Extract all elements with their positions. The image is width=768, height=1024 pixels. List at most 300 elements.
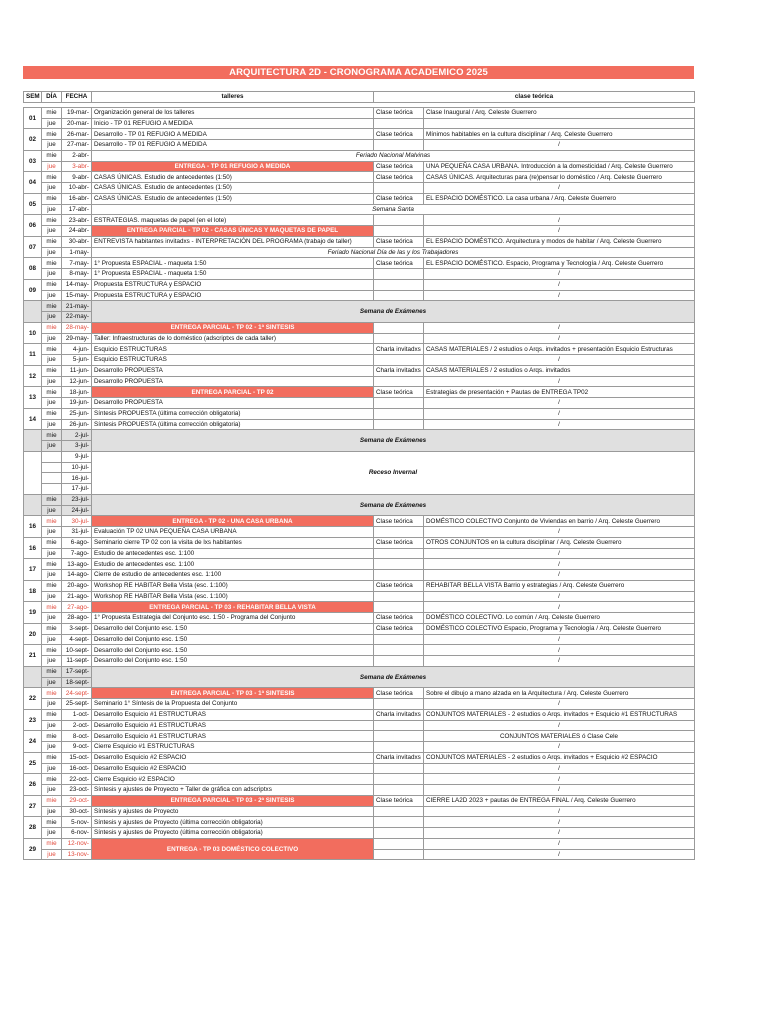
- day-cell: jue: [42, 183, 62, 194]
- table-row: [24, 516, 695, 527]
- day-cell: mie: [42, 580, 62, 591]
- day-cell: mie: [42, 688, 62, 699]
- exam-week-label: Semana de Exámenes: [92, 666, 695, 688]
- lecture-cell: EL ESPACIO DOMÉSTICO. Arquitectura y modos de habitar / Arq. Celeste Guerrero: [424, 236, 695, 247]
- week-cell: 23: [24, 709, 42, 731]
- date-cell: 19-jun-: [62, 398, 92, 409]
- date-cell: 9-jul-: [62, 451, 92, 462]
- lecture-type-cell: [374, 183, 424, 194]
- exam-week-label: Semana de Exámenes: [92, 494, 695, 516]
- day-cell: jue: [42, 591, 62, 602]
- date-cell: 6-nov-: [62, 828, 92, 839]
- table-row: [24, 806, 695, 817]
- taller-cell: Workshop RE HABITAR Bella Vista (esc. 1:100): [92, 580, 374, 591]
- table-row: [24, 666, 695, 677]
- lecture-cell: /: [424, 634, 695, 645]
- date-cell: 17-abr-: [62, 204, 92, 215]
- date-cell: 10-sept-: [62, 645, 92, 656]
- table-row: [24, 161, 695, 172]
- lecture-cell: CONJUNTOS MATERIALES - 2 estudios o Arqs. invitados + Esquicio #2 ESPACIO: [424, 752, 695, 763]
- table-row: [24, 623, 695, 634]
- date-cell: 8-oct-: [62, 731, 92, 742]
- lecture-cell: OTROS CONJUNTOS en la cultura disciplinar / Arq. Celeste Guerrero: [424, 537, 695, 548]
- table-row: [24, 548, 695, 559]
- table-row: [24, 408, 695, 419]
- taller-cell: Desarrollo del Conjunto esc. 1:50: [92, 645, 374, 656]
- lecture-type-cell: [374, 333, 424, 344]
- lecture-type-cell: [374, 355, 424, 366]
- table-row: [24, 709, 695, 720]
- date-cell: 28-may-: [62, 322, 92, 333]
- date-cell: 12-jun-: [62, 376, 92, 387]
- lecture-cell: /: [424, 527, 695, 538]
- lecture-type-cell: [374, 419, 424, 430]
- week-cell: 22: [24, 688, 42, 710]
- table-row: [24, 537, 695, 548]
- day-cell: jue: [42, 398, 62, 409]
- table-row: [24, 742, 695, 753]
- table-row: [24, 817, 695, 828]
- lecture-type-cell: [374, 269, 424, 280]
- lecture-cell: /: [424, 215, 695, 226]
- table-row: [24, 613, 695, 624]
- lecture-cell: /: [424, 226, 695, 237]
- table-row: [24, 376, 695, 387]
- taller-cell: Cierre de estudio de antecedentes esc. 1:100: [92, 570, 374, 581]
- table-row: [24, 795, 695, 806]
- taller-cell: Estudio de antecedentes esc. 1:100: [92, 559, 374, 570]
- week-cell: 09: [24, 279, 42, 301]
- table-row: [24, 688, 695, 699]
- table-row: [24, 763, 695, 774]
- table-row: [24, 602, 695, 613]
- table-row: [24, 172, 695, 183]
- day-cell: mie: [42, 236, 62, 247]
- date-cell: 6-ago-: [62, 537, 92, 548]
- table-row: [24, 720, 695, 731]
- date-cell: 16-oct-: [62, 763, 92, 774]
- lecture-cell: /: [424, 838, 695, 849]
- taller-cell: Desarrollo del Conjunto esc. 1:50: [92, 656, 374, 667]
- day-cell: mie: [42, 709, 62, 720]
- date-cell: 23-jul-: [62, 494, 92, 505]
- day-cell: jue: [42, 204, 62, 215]
- week-cell: 18: [24, 580, 42, 602]
- taller-cell: Inicio - TP 01 REFUGIO A MEDIDA: [92, 118, 374, 129]
- date-cell: 21-ago-: [62, 591, 92, 602]
- day-cell: mie: [42, 365, 62, 376]
- lecture-cell: /: [424, 140, 695, 151]
- table-row: [24, 344, 695, 355]
- lecture-cell: /: [424, 269, 695, 280]
- lecture-type-cell: [374, 215, 424, 226]
- day-cell: jue: [42, 505, 62, 516]
- table-row: [24, 774, 695, 785]
- lecture-type-cell: [374, 838, 424, 849]
- lecture-type-cell: [374, 785, 424, 796]
- taller-cell: Síntesis PROPUESTA (última corrección obligatoria): [92, 419, 374, 430]
- date-cell: 30-abr-: [62, 236, 92, 247]
- day-cell: mie: [42, 602, 62, 613]
- taller-cell: Desarrollo Esquicio #2 ESPACIO: [92, 752, 374, 763]
- lecture-cell: /: [424, 742, 695, 753]
- day-cell: jue: [42, 677, 62, 688]
- date-cell: 5-jun-: [62, 355, 92, 366]
- header-sem: SEM: [24, 92, 42, 103]
- lecture-type-cell: Clase teórica: [374, 623, 424, 634]
- lecture-cell: CASAS MATERIALES / 2 estudios o Arqs. invitados: [424, 365, 695, 376]
- taller-cell: Desarrollo Esquicio #2 ESPACIO: [92, 763, 374, 774]
- day-cell: jue: [42, 570, 62, 581]
- table-row: [24, 494, 695, 505]
- date-cell: 24-sept-: [62, 688, 92, 699]
- week-cell: 19: [24, 602, 42, 624]
- lecture-cell: /: [424, 279, 695, 290]
- taller-cell: Desarrollo Esquicio #1 ESTRUCTURAS: [92, 731, 374, 742]
- day-cell: mie: [42, 344, 62, 355]
- date-cell: 10-abr-: [62, 183, 92, 194]
- lecture-type-cell: Charla invitadxs: [374, 344, 424, 355]
- table-row: [24, 387, 695, 398]
- date-cell: 2-oct-: [62, 720, 92, 731]
- date-cell: 16-jul-: [62, 473, 92, 484]
- day-cell: jue: [42, 828, 62, 839]
- holiday-cell: Semana Santa: [92, 204, 695, 215]
- day-cell: jue: [42, 699, 62, 710]
- taller-cell: Desarrollo - TP 01 REFUGIO A MEDIDA: [92, 129, 374, 140]
- week-cell: [24, 430, 42, 452]
- week-cell: [24, 666, 42, 688]
- taller-cell: ENTREGA - TP 01 REFUGIO A MEDIDA: [92, 161, 374, 172]
- day-cell: mie: [42, 516, 62, 527]
- lecture-type-cell: [374, 645, 424, 656]
- lecture-cell: DOMÉSTICO COLECTIVO. Lo común / Arq. Celeste Guerrero: [424, 613, 695, 624]
- exam-week-label: Semana de Exámenes: [92, 301, 695, 323]
- day-cell: jue: [42, 118, 62, 129]
- day-cell: jue: [42, 742, 62, 753]
- lecture-type-cell: Clase teórica: [374, 688, 424, 699]
- date-cell: 9-abr-: [62, 172, 92, 183]
- date-cell: 24-jul-: [62, 505, 92, 516]
- date-cell: 13-ago-: [62, 559, 92, 570]
- lecture-cell: Clase Inaugural / Arq. Celeste Guerrero: [424, 107, 695, 118]
- taller-cell: ENTREVISTA habitantes invitadxs - INTERPRETACIÓN DEL PROGRAMA (trabajo de taller): [92, 236, 374, 247]
- lecture-type-cell: [374, 828, 424, 839]
- day-cell: mie: [42, 494, 62, 505]
- week-cell: 08: [24, 258, 42, 280]
- day-cell: jue: [42, 312, 62, 323]
- date-cell: 10-jul-: [62, 462, 92, 473]
- taller-cell: Propuesta ESTRUCTURA y ESPACIO: [92, 279, 374, 290]
- taller-cell: Síntesis y ajustes de Proyecto (última corrección obligatoria): [92, 828, 374, 839]
- lecture-cell: /: [424, 645, 695, 656]
- lecture-cell: /: [424, 355, 695, 366]
- table-row: [24, 333, 695, 344]
- date-cell: 12-nov-: [62, 838, 92, 849]
- lecture-type-cell: [374, 731, 424, 742]
- day-cell: mie: [42, 215, 62, 226]
- lecture-cell: Mínimos habitables en la cultura disciplinar / Arq. Celeste Guerrero: [424, 129, 695, 140]
- date-cell: 2-jul-: [62, 430, 92, 441]
- date-cell: 11-jun-: [62, 365, 92, 376]
- day-cell: jue: [42, 720, 62, 731]
- lecture-type-cell: [374, 849, 424, 860]
- date-cell: 2-abr-: [62, 150, 92, 161]
- date-cell: 22-may-: [62, 312, 92, 323]
- taller-cell: Desarrollo del Conjunto esc. 1:50: [92, 634, 374, 645]
- day-cell: jue: [42, 634, 62, 645]
- taller-cell: Desarrollo PROPUESTA: [92, 398, 374, 409]
- lecture-type-cell: [374, 376, 424, 387]
- lecture-cell: /: [424, 322, 695, 333]
- day-cell: mie: [42, 258, 62, 269]
- date-cell: 13-nov-: [62, 849, 92, 860]
- table-row: [24, 838, 695, 849]
- day-cell: jue: [42, 419, 62, 430]
- lecture-cell: /: [424, 591, 695, 602]
- day-cell: jue: [42, 527, 62, 538]
- table-row: [24, 140, 695, 151]
- week-cell: 13: [24, 387, 42, 409]
- week-cell: 04: [24, 172, 42, 194]
- lecture-type-cell: Clase teórica: [374, 613, 424, 624]
- day-cell: mie: [42, 817, 62, 828]
- date-cell: 29-may-: [62, 333, 92, 344]
- day-cell: jue: [42, 806, 62, 817]
- lecture-type-cell: Charla invitadxs: [374, 365, 424, 376]
- lecture-cell: /: [424, 849, 695, 860]
- day-cell: mie: [42, 150, 62, 161]
- table-row: [24, 591, 695, 602]
- day-cell: mie: [42, 666, 62, 677]
- lecture-type-cell: [374, 548, 424, 559]
- table-row: [24, 215, 695, 226]
- table-row: [24, 258, 695, 269]
- taller-cell: Esquicio ESTRUCTURAS: [92, 355, 374, 366]
- lecture-type-cell: Clase teórica: [374, 107, 424, 118]
- week-cell: 20: [24, 623, 42, 645]
- day-cell: mie: [42, 387, 62, 398]
- lecture-cell: /: [424, 559, 695, 570]
- lecture-type-cell: [374, 290, 424, 301]
- lecture-type-cell: Clase teórica: [374, 161, 424, 172]
- taller-cell: ENTREGA - TP 02 - UNA CASA URBANA: [92, 516, 374, 527]
- date-cell: 14-may-: [62, 279, 92, 290]
- header-fecha: FECHA: [62, 92, 92, 103]
- date-cell: 20-mar-: [62, 118, 92, 129]
- taller-cell: 1° Propuesta Estrategia del Conjunto esc. 1:50 - Programa del Conjunto: [92, 613, 374, 624]
- lecture-cell: /: [424, 602, 695, 613]
- taller-cell: Seminario 1° Síntesis de la Propuesta del Conjunto: [92, 699, 374, 710]
- taller-cell: ENTREGA PARCIAL - TP 02 - 1ª SINTESIS: [92, 322, 374, 333]
- table-row: [24, 365, 695, 376]
- table-row: [24, 129, 695, 140]
- lecture-type-cell: [374, 279, 424, 290]
- day-cell: jue: [42, 290, 62, 301]
- lecture-type-cell: [374, 699, 424, 710]
- day-cell: jue: [42, 548, 62, 559]
- date-cell: 1-oct-: [62, 709, 92, 720]
- date-cell: 31-jul-: [62, 527, 92, 538]
- lecture-type-cell: [374, 806, 424, 817]
- lecture-type-cell: [374, 140, 424, 151]
- table-row: [24, 656, 695, 667]
- exam-week-label: Semana de Exámenes: [92, 430, 695, 452]
- lecture-type-cell: [374, 226, 424, 237]
- lecture-cell: REHABITAR BELLA VISTA Barrio y estrategias / Arq. Celeste Guerrero: [424, 580, 695, 591]
- lecture-cell: /: [424, 570, 695, 581]
- lecture-type-cell: [374, 118, 424, 129]
- date-cell: 25-sept-: [62, 699, 92, 710]
- lecture-cell: CONJUNTOS MATERIALES ó Clase Cele: [424, 731, 695, 742]
- date-cell: 7-may-: [62, 258, 92, 269]
- week-cell: 02: [24, 129, 42, 151]
- table-row: [24, 451, 695, 462]
- lecture-type-cell: Clase teórica: [374, 193, 424, 204]
- date-cell: 29-oct-: [62, 795, 92, 806]
- recess-label: Receso Invernal: [92, 451, 695, 494]
- day-cell: mie: [42, 301, 62, 312]
- table-row: [24, 731, 695, 742]
- day-cell: jue: [42, 226, 62, 237]
- table-row: [24, 430, 695, 441]
- schedule-body: [24, 107, 695, 860]
- table-row: [24, 752, 695, 763]
- lecture-cell: CONJUNTOS MATERIALES - 2 estudios o Arqs. invitados + Esquicio #1 ESTRUCTURAS: [424, 709, 695, 720]
- lecture-type-cell: [374, 656, 424, 667]
- date-cell: 1-may-: [62, 247, 92, 258]
- taller-cell: Síntesis y ajustes de Proyecto + Taller de gráfica con adscriptxs: [92, 785, 374, 796]
- lecture-type-cell: [374, 322, 424, 333]
- day-cell: jue: [42, 247, 62, 258]
- lecture-cell: /: [424, 774, 695, 785]
- taller-cell: Propuesta ESTRUCTURA y ESPACIO: [92, 290, 374, 301]
- lecture-cell: /: [424, 720, 695, 731]
- taller-cell: Síntesis PROPUESTA (última corrección obligatoria): [92, 408, 374, 419]
- date-cell: 3-sept-: [62, 623, 92, 634]
- lecture-type-cell: [374, 570, 424, 581]
- lecture-cell: /: [424, 408, 695, 419]
- day-cell: jue: [42, 656, 62, 667]
- table-row: [24, 247, 695, 258]
- lecture-cell: /: [424, 817, 695, 828]
- taller-cell: Seminario cierre TP 02 con la visita de lxs habitantes: [92, 537, 374, 548]
- lecture-type-cell: [374, 398, 424, 409]
- date-cell: 11-sept-: [62, 656, 92, 667]
- day-cell: [42, 451, 62, 462]
- day-cell: jue: [42, 355, 62, 366]
- table-row: [24, 527, 695, 538]
- lecture-cell: DOMÉSTICO COLECTIVO Conjunto de Viviendas en barrio / Arq. Celeste Guerrero: [424, 516, 695, 527]
- day-cell: jue: [42, 161, 62, 172]
- week-cell: 11: [24, 344, 42, 366]
- taller-cell: Desarrollo - TP 01 REFUGIO A MEDIDA: [92, 140, 374, 151]
- taller-cell: Taller: Infraestructuras de lo doméstico (adscriptxs de cada taller): [92, 333, 374, 344]
- date-cell: 23-abr-: [62, 215, 92, 226]
- day-cell: [42, 484, 62, 495]
- taller-cell: Estudio de antecedentes esc. 1:100: [92, 548, 374, 559]
- week-cell: 05: [24, 193, 42, 215]
- table-row: [24, 355, 695, 366]
- taller-cell: Síntesis y ajustes de Proyecto (última corrección obligatoria): [92, 817, 374, 828]
- table-row: [24, 419, 695, 430]
- lecture-cell: EL ESPACIO DOMÉSTICO. Espacio, Programa y Tecnología / Arq. Celeste Guerrero: [424, 258, 695, 269]
- lecture-cell: CASAS ÚNICAS. Arquitecturas para (re)pensar lo doméstico / Arq. Celeste Guerrero: [424, 172, 695, 183]
- date-cell: 25-jun-: [62, 408, 92, 419]
- day-cell: jue: [42, 849, 62, 860]
- day-cell: jue: [42, 613, 62, 624]
- taller-cell: ESTRATEGIAS. maquetas de papel (en el lote): [92, 215, 374, 226]
- day-cell: mie: [42, 430, 62, 441]
- table-row: [24, 118, 695, 129]
- lecture-cell: /: [424, 548, 695, 559]
- lecture-type-cell: Charla invitadxs: [374, 752, 424, 763]
- week-cell: 26: [24, 774, 42, 796]
- week-cell: 29: [24, 838, 42, 860]
- lecture-type-cell: Clase teórica: [374, 258, 424, 269]
- week-cell: 07: [24, 236, 42, 258]
- holiday-cell: Feriado Nacional Día de las y los Trabajadores: [92, 247, 695, 258]
- week-cell: 27: [24, 795, 42, 817]
- taller-cell: ENTREGA - TP 03 DOMÉSTICO COLECTIVO: [92, 838, 374, 860]
- table-row: [24, 269, 695, 280]
- day-cell: jue: [42, 140, 62, 151]
- lecture-type-cell: Clase teórica: [374, 537, 424, 548]
- week-cell: 16: [24, 516, 42, 538]
- lecture-type-cell: Clase teórica: [374, 172, 424, 183]
- day-cell: mie: [42, 537, 62, 548]
- date-cell: 24-abr-: [62, 226, 92, 237]
- date-cell: 27-mar-: [62, 140, 92, 151]
- lecture-cell: /: [424, 699, 695, 710]
- lecture-type-cell: Clase teórica: [374, 795, 424, 806]
- lecture-type-cell: [374, 408, 424, 419]
- page-title: ARQUITECTURA 2D - CRONOGRAMA ACADEMICO 2025: [23, 66, 694, 79]
- date-cell: 21-may-: [62, 301, 92, 312]
- taller-cell: ENTREGA PARCIAL - TP 02 - CASAS ÚNICAS Y MAQUETAS DE PAPEL: [92, 226, 374, 237]
- holiday-cell: Feriado Nacional Malvinas: [92, 150, 695, 161]
- lecture-type-cell: [374, 602, 424, 613]
- table-row: [24, 107, 695, 118]
- taller-cell: Desarrollo Esquicio #1 ESTRUCTURAS: [92, 720, 374, 731]
- lecture-cell: /: [424, 290, 695, 301]
- week-cell: 14: [24, 408, 42, 430]
- taller-cell: ENTREGA PARCIAL - TP 03 - 2ª SINTESIS: [92, 795, 374, 806]
- taller-cell: ENTREGA PARCIAL - TP 02: [92, 387, 374, 398]
- lecture-type-cell: [374, 763, 424, 774]
- table-row: [24, 301, 695, 312]
- date-cell: 18-sept-: [62, 677, 92, 688]
- taller-cell: Workshop RE HABITAR Bella Vista (esc. 1:100): [92, 591, 374, 602]
- week-cell: 06: [24, 215, 42, 237]
- table-row: [24, 828, 695, 839]
- date-cell: 20-ago-: [62, 580, 92, 591]
- week-cell: [24, 494, 42, 516]
- lecture-type-cell: Clase teórica: [374, 580, 424, 591]
- taller-cell: Esquicio ESTRUCTURAS: [92, 344, 374, 355]
- lecture-cell: /: [424, 763, 695, 774]
- lecture-cell: /: [424, 785, 695, 796]
- date-cell: 16-abr-: [62, 193, 92, 204]
- day-cell: mie: [42, 774, 62, 785]
- taller-cell: Desarrollo PROPUESTA: [92, 365, 374, 376]
- day-cell: mie: [42, 193, 62, 204]
- taller-cell: CASAS ÚNICAS. Estudio de antecedentes (1:50): [92, 172, 374, 183]
- taller-cell: Síntesis y ajustes de Proyecto: [92, 806, 374, 817]
- lecture-type-cell: [374, 559, 424, 570]
- lecture-cell: /: [424, 656, 695, 667]
- week-cell: 12: [24, 365, 42, 387]
